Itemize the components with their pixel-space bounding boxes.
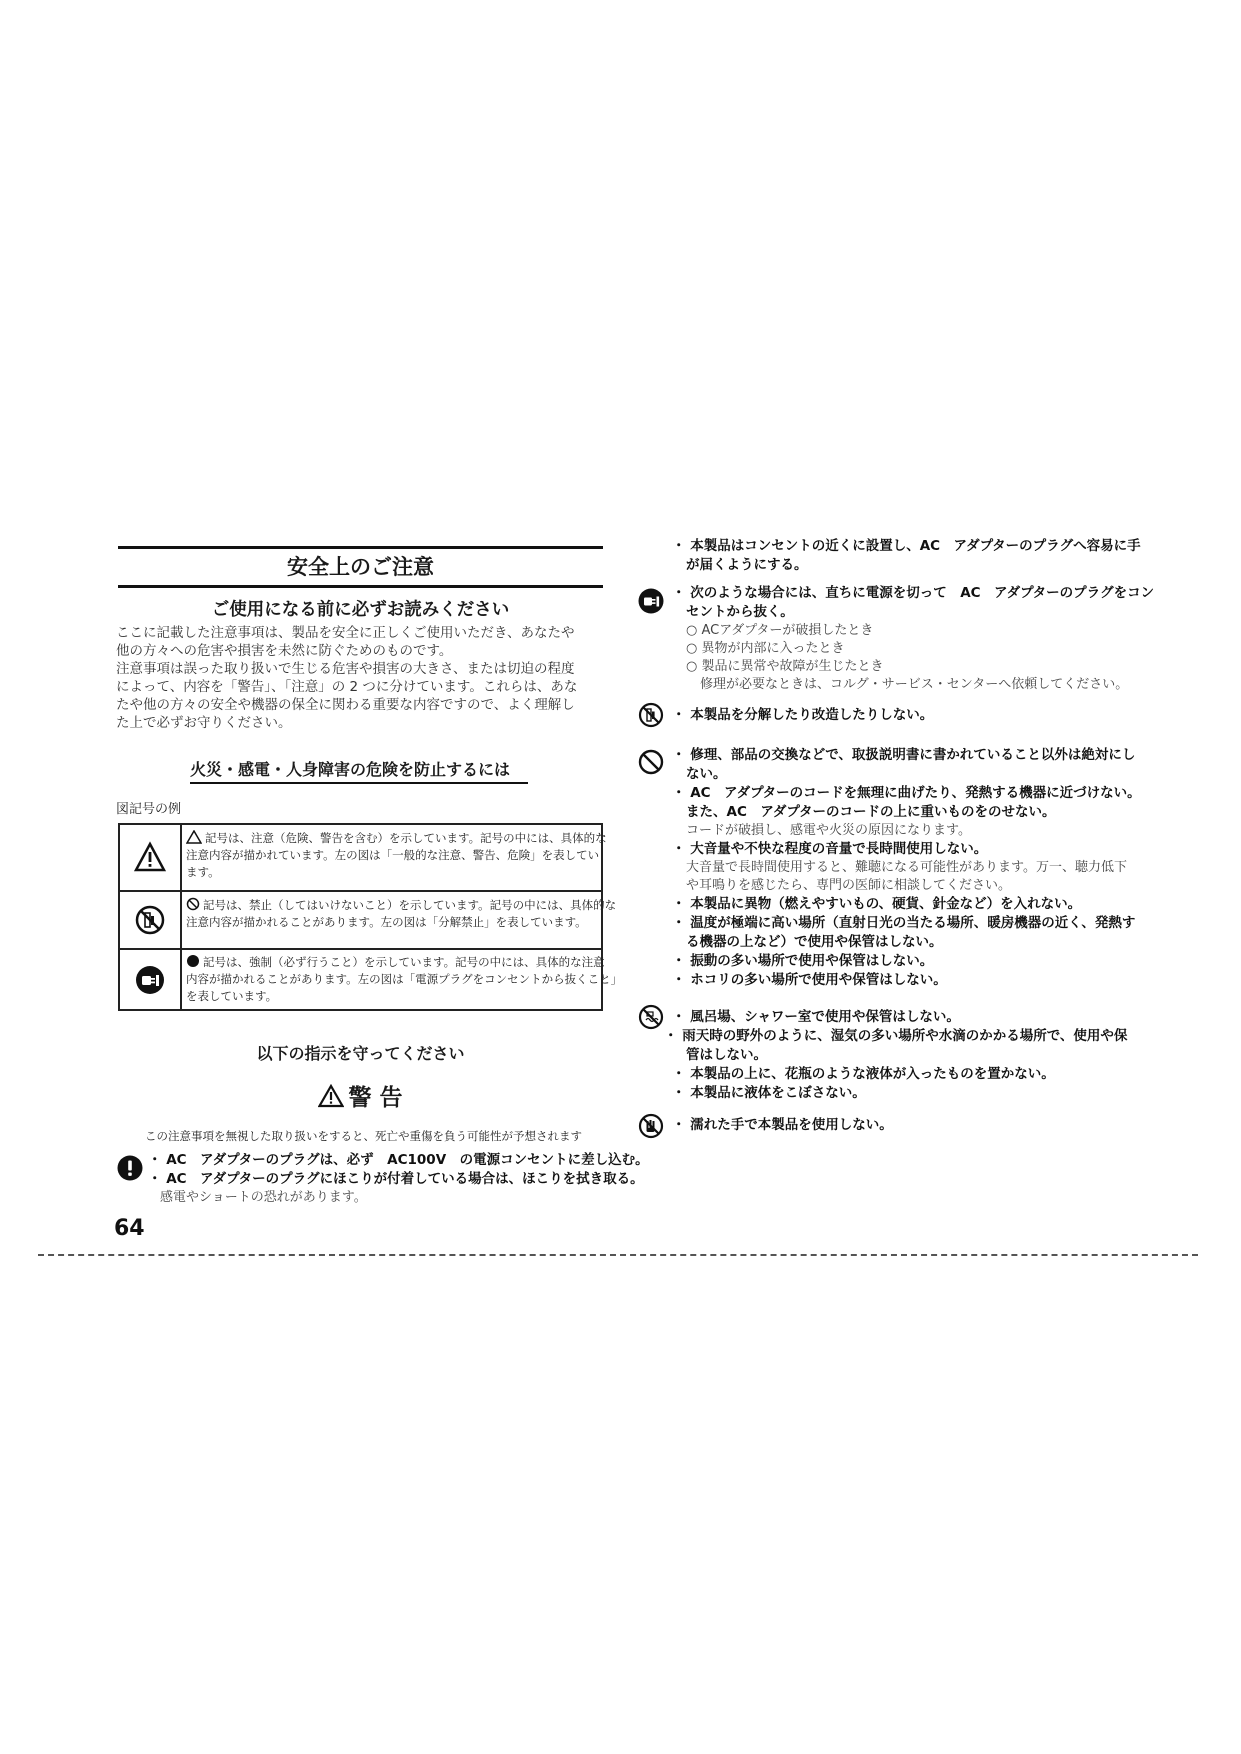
prohibit-item-line: ・ 修理、部品の交換などで、取扱説明書に書かれていること以外は絶対にし (672, 747, 1136, 763)
warning-item: ・ AC アダプターのプラグにほこりが付着している場合は、ほこりを拭き取る。 (148, 1171, 644, 1187)
foreign-object-item: ・ 本製品に異物（燃えやすいもの、硬貨、針金など）を入れない。 (672, 896, 1082, 912)
no-disassembly-icon (134, 904, 166, 936)
warning-items (148, 1151, 649, 1207)
page-title: 安全上のご注意 (287, 555, 434, 579)
caution-triangle-icon (134, 841, 166, 873)
prohibit-item-line: ない。 (686, 766, 727, 782)
vase-item: ・ 本製品の上に、花瓶のような液体が入ったものを置かない。 (672, 1066, 1055, 1082)
no-disassembly-item: ・ 本製品を分解したり改造したりしない。 (672, 707, 934, 723)
temperature-item-line: ・ 温度が極端に高い場所（直射日光の当たる場所、暖房機器の近く、発熱す (672, 915, 1136, 931)
volume-note-line: 大音量で長時間使用すると、難聴になる可能性があります。万一、聴力低下 (686, 860, 1127, 875)
symbol-description-line: 注意内容が描かれることがあります。左の図は「分解禁止」を表しています。 (186, 915, 587, 929)
small-filled-circle-icon (186, 954, 200, 968)
warning-item-line: セントから抜く。 (686, 604, 794, 620)
warning-note: 感電やショートの恐れがあります。 (160, 1190, 367, 1205)
warning-item: ・ AC アダプターのプラグは、必ず AC100V の電源コンセントに差し込む。 (148, 1152, 649, 1168)
intro-line: たや他の方々の安全や機器の保全に関わる重要な内容ですので、よく理解し (116, 697, 575, 713)
warning-heading (118, 1084, 603, 1112)
right-top-item (672, 537, 1141, 575)
unplug-case: ○ ACアダプターが破損したとき (686, 623, 874, 638)
prohibit-item-line: ・ AC アダプターのコードを無理に曲げたり、発熱する機器に近づけない。 (672, 785, 1141, 801)
warning-description: この注意事項を無視した取り扱いをすると、死亡や重傷を負う可能性が予想されます (145, 1129, 582, 1143)
instructions-heading: 以下の指示を守ってください (256, 1044, 465, 1063)
intro-line: 他の方々への危害や損害を未然に防ぐためのものです。 (116, 643, 453, 659)
no-disassembly-icon (638, 702, 664, 728)
intro-paragraph (116, 624, 577, 732)
prohibit-item-line: また、AC アダプターのコードの上に重いものをのせない。 (686, 804, 1056, 820)
dust-item: ・ ホコリの多い場所で使用や保管はしない。 (672, 972, 947, 988)
small-triangle-icon (186, 830, 202, 844)
prohibit-icon (638, 749, 664, 775)
symbol-description-line: 内容が描かれることがあります。左の図は「電源プラグをコンセントから抜くこと」 (186, 972, 623, 986)
spill-item: ・ 本製品に液体をこぼさない。 (672, 1085, 866, 1101)
intro-line: 注意事項は誤った取り扱いで生じる危害や損害の大きさ、または切迫の程度 (116, 661, 575, 677)
symbol-example-table (118, 823, 623, 1011)
small-prohibit-icon (186, 897, 200, 911)
intro-line: によって、内容を「警告」、「注意」の 2 つに分けています。これらは、あな (116, 679, 578, 695)
warning-item-line: ・ 次のような場合には、直ちに電源を切って AC アダプターのプラグをコン (672, 585, 1155, 601)
rain-item-line: ・ 雨天時の野外のように、湿気の多い場所や水滴のかかる場所で、使用や保 (664, 1028, 1128, 1044)
unplug-icon (638, 588, 664, 614)
page-number: 64 (114, 1216, 145, 1241)
symbol-description-line: 注意内容が描かれています。左の図は「一般的な注意、警告、危険」を表してい (186, 848, 600, 862)
repair-note: 修理が必要なときは、コルグ・サービス・センターへ依頼してください。 (700, 677, 1129, 692)
fire-shock-heading: 火災・感電・人身障害の危険を防止するには (190, 760, 511, 779)
unplug-section (672, 584, 1154, 694)
prohibit-section (672, 746, 1141, 990)
symbol-description-line: を表しています。 (186, 989, 278, 1003)
volume-item: ・ 大音量や不快な程度の音量で長時間使用しない。 (672, 841, 988, 857)
warning-title: 警 告 (348, 1085, 403, 1111)
symbol-description-line: 記号は、注意（危険、警告を含む）を示しています。記号の中には、具体的な (186, 830, 607, 847)
title-top-rule (118, 546, 603, 549)
bottom-divider (38, 1254, 1198, 1256)
symbol-description (186, 897, 616, 931)
symbol-description-line: 記号は、禁止（してはいけないこと）を示しています。記号の中には、具体的な (186, 897, 616, 914)
read-before-use-heading: ご使用になる前に必ずお読みください (211, 600, 510, 620)
symbol-description (186, 830, 607, 881)
no-water-icon (638, 1004, 664, 1030)
title-bottom-rule (118, 585, 603, 588)
no-wet-hands-icon (638, 1113, 664, 1139)
symbol-description-line: ます。 (186, 865, 220, 879)
mandatory-action-icon (117, 1155, 143, 1181)
intro-line: た上で必ずお守りください。 (116, 715, 292, 731)
volume-note-line: や耳鳴りを感じたら、専門の医師に相談してください。 (686, 878, 1012, 893)
wet-hands-item: ・ 濡れた手で本製品を使用しない。 (672, 1117, 893, 1133)
water-section (664, 1008, 1127, 1103)
warning-item-line: ・ 本製品はコンセントの近くに設置し、AC アダプターのプラグへ容易に手 (672, 538, 1141, 554)
unplug-icon (134, 964, 166, 996)
rain-item-line: 管はしない。 (686, 1047, 767, 1063)
table-row (120, 890, 617, 948)
unplug-case: ○ 異物が内部に入ったとき (686, 641, 845, 656)
warning-triangle-icon (318, 1084, 344, 1108)
symbol-description-line: 記号は、強制（必ず行うこと）を示しています。記号の中には、具体的な注意 (186, 954, 622, 971)
temperature-item-line: る機器の上など）で使用や保管はしない。 (686, 934, 943, 950)
bath-item: ・ 風呂場、シャワー室で使用や保管はしない。 (672, 1009, 960, 1025)
table-row (120, 825, 607, 890)
cord-note: コードが破損し、感電や火災の原因になります。 (686, 823, 971, 838)
symbol-description (186, 954, 622, 1005)
unplug-case: ○ 製品に異常や故障が生じたとき (686, 659, 884, 674)
fire-heading-underline (190, 782, 528, 784)
intro-line: ここに記載した注意事項は、製品を安全に正しくご使用いただき、あなたや (116, 625, 575, 641)
symbol-example-label: 図記号の例 (116, 802, 182, 817)
table-row (120, 948, 623, 1011)
warning-item-line: が届くようにする。 (686, 557, 808, 573)
vibration-item: ・ 振動の多い場所で使用や保管はしない。 (672, 953, 934, 969)
